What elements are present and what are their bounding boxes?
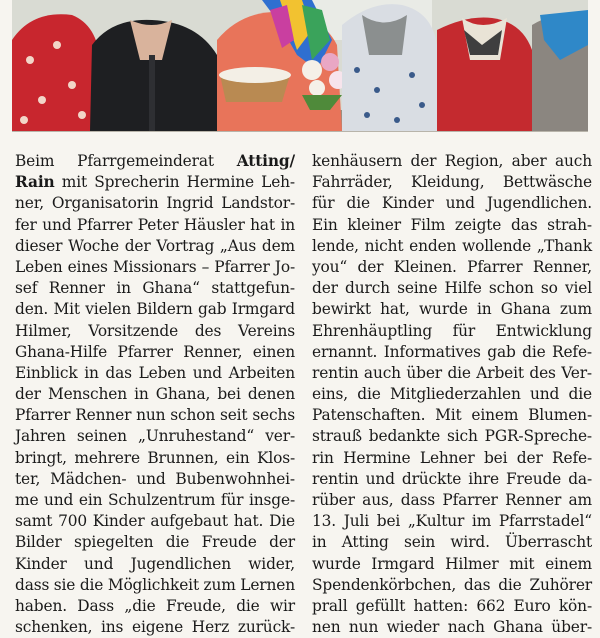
- text-line: rüber aus, dass Pfarrer Renner am: [312, 491, 592, 509]
- text-line: [15, 278, 295, 299]
- text-line: Ein kleiner Film zeigte das strah-: [312, 215, 592, 234]
- text-line: [15, 617, 295, 638]
- text-line: [15, 363, 295, 384]
- text-span: den. Mit vielen Bildern gab Irmgard: [15, 300, 295, 319]
- text-span: der Menschen in Ghana, bei denen: [15, 385, 295, 404]
- text-line: [15, 321, 295, 342]
- text-line: you“ der Kleinen. Pfarrer Renner,: [312, 257, 592, 276]
- text-span: ter, Mädchen- und Bubenwohnhei-: [15, 469, 295, 488]
- text-line: in Atting sein wird. Überrascht: [312, 533, 592, 552]
- text-line: lende, nicht enden wollende „Thank: [312, 236, 592, 255]
- text-line: der durch seine Hilfe schon so viel: [312, 279, 592, 298]
- group-photo: [12, 0, 588, 131]
- text-span: dass sie die Möglichkeit zum Lernen: [15, 575, 295, 594]
- text-line: rentin auch über die Arbeit des Ver-: [312, 363, 592, 382]
- text-span: samt 700 Kinder aufgebaut hat. Die: [15, 512, 295, 531]
- person-red-sweater: [437, 18, 534, 132]
- text-line: 13. Juli bei „Kultur im Pfarrstadel“: [312, 512, 592, 531]
- person-blue-scarf: [532, 10, 588, 131]
- text-line: ernannt. Informatives gab die Refe-: [312, 342, 592, 361]
- text-line: [15, 426, 295, 447]
- text-line: Spendenkörbchen, das die Zuhörer: [312, 575, 592, 594]
- text-line: [15, 448, 295, 469]
- text-span: ner, Organisatorin Ingrid Landstor-: [15, 194, 295, 213]
- article-column-left: [15, 151, 295, 637]
- person-grey-cardigan: [342, 4, 442, 131]
- text-line: [15, 236, 295, 257]
- text-span: Einblick in das Leben und Arbeiten: [15, 363, 295, 382]
- text-line: Ehrenhäuptling für Entwicklung: [312, 321, 592, 340]
- text-line: bewirkt hat, wurde in Ghana zum: [312, 300, 592, 319]
- text-line: [15, 257, 295, 278]
- text-line: [15, 554, 295, 575]
- text-span: haben. Dass „die Freude, die wir: [15, 596, 295, 615]
- text-line: [15, 490, 295, 511]
- text-line: prall gefüllt hatten: 662 Euro kön-: [312, 596, 592, 615]
- photo-border: [12, 131, 588, 132]
- text-span: Jahren seinen „Unruhestand“ ver-: [15, 427, 295, 446]
- text-line: wurde Irmgard Hilmer mit einem: [312, 554, 592, 573]
- text-span: sef Renner in Ghana“ stattgefun-: [15, 279, 295, 298]
- text-span: me und ein Schulzentrum für insge-: [15, 491, 295, 509]
- text-line: Fahrräder, Kleidung, Bettwäsche: [312, 173, 592, 192]
- text-line: [15, 299, 295, 320]
- text-span: Leben eines Missionars – Pfarrer Jo-: [15, 257, 295, 276]
- text-line: [15, 151, 295, 172]
- text-line: [15, 405, 295, 426]
- text-line: kenhäusern der Region, aber auch: [312, 152, 592, 170]
- text-line: [15, 511, 295, 532]
- text-span: Beim Pfarrgemeinderat: [15, 152, 237, 170]
- place-name-bold: Rain: [15, 173, 55, 192]
- text-line: [15, 342, 295, 363]
- text-line: rentin und drückte ihre Freude da-: [312, 469, 592, 488]
- text-line: [15, 193, 295, 214]
- text-span: Kinder und Jugendlichen wider,: [15, 554, 295, 573]
- text-line: [15, 215, 295, 236]
- text-line: [15, 596, 295, 617]
- text-line: [15, 384, 295, 405]
- text-line: für die Kinder und Jugendlichen.: [312, 194, 592, 213]
- text-line: nen nun wieder nach Ghana über-: [312, 618, 592, 637]
- text-span: dieser Woche der Vortrag „Aus dem: [15, 236, 295, 255]
- text-span: Pfarrer Renner nun schon seit sechs: [15, 406, 295, 425]
- text-line: [15, 575, 295, 596]
- text-line: [15, 469, 295, 490]
- text-line: eins, die Mitgliederzahlen und die: [312, 385, 592, 404]
- place-name-bold: Atting/: [236, 152, 295, 170]
- text-line: [15, 172, 295, 193]
- text-line: rin Hermine Lehner bei der Refe-: [312, 448, 592, 467]
- text-span: fer und Pfarrer Peter Häusler hat in: [15, 215, 295, 234]
- text-span: Bilder spiegelten die Freude der: [15, 533, 295, 552]
- text-line: Patenschaften. Mit einem Blumen-: [312, 406, 592, 425]
- text-span: mit Sprecherin Hermine Leh-: [54, 173, 295, 192]
- text-span: Ghana-Hilfe Pfarrer Renner, einen: [15, 342, 295, 361]
- person-red-floral-dress: [12, 14, 104, 131]
- text-line: strauß bedankte sich PGR-Spreche-: [312, 427, 592, 446]
- text-span: Hilmer, Vorsitzende des Vereins: [15, 321, 295, 340]
- text-span: bringt, mehrere Brunnen, ein Klos-: [15, 448, 295, 467]
- text-span: schenken, ins eigene Herz zurück-: [15, 618, 295, 637]
- text-line: [15, 532, 295, 553]
- article-column-right: [312, 151, 592, 637]
